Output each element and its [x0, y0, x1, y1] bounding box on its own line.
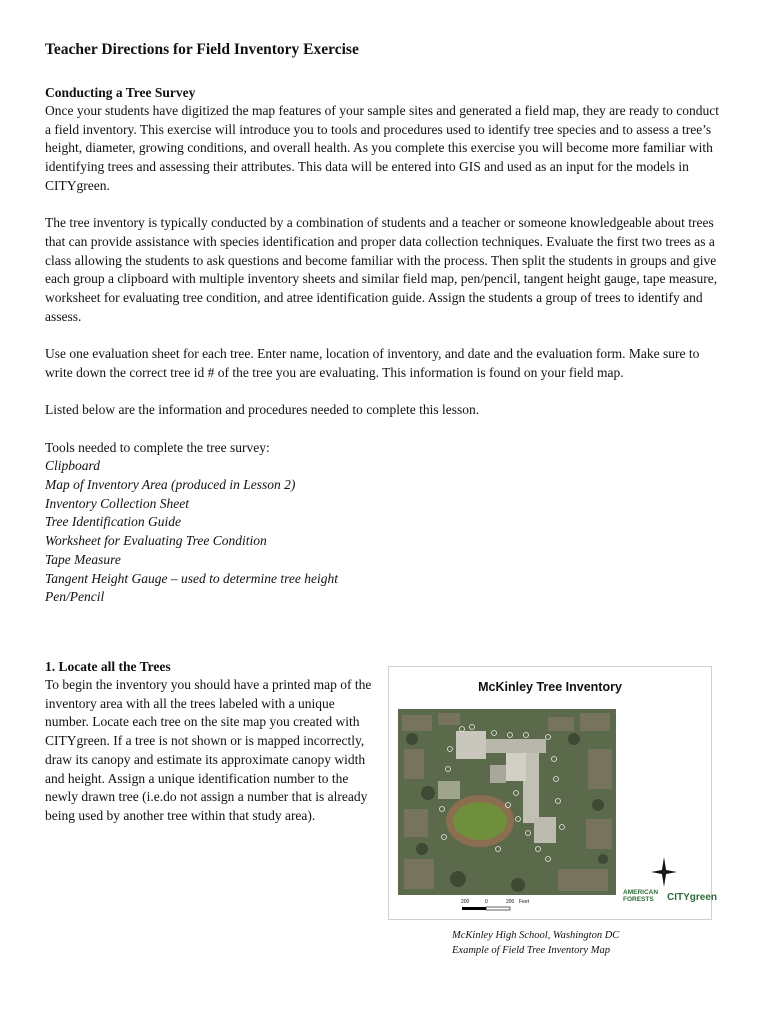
paragraph-intro: Once your students have digitized the map features of your sample sites and generated a field map, they are ready to conduct a field inventory. This exercise will introduce you to tools and procedures used to identify tree species and to assess a tree’s height, diameter, growing conditions, and overall health. As you complete this exercise you will become more familiar with identifying trees and assessing their attributes. This data will be entered into GIS and used as an input for the models in CITYgreen.	[45, 103, 720, 193]
aerial-map-image	[398, 709, 616, 895]
tool-item: Map of Inventory Area (produced in Lesson 2)	[45, 477, 296, 492]
tool-item: Inventory Collection Sheet	[45, 495, 189, 511]
step1-text: To begin the inventory you should have a printed map of the inventory area with all the trees labeled with a unique number. Locate each tree on the site map you created with CITYgreen. If a tree is not shown or is mapped incorrectly, draw its canopy and estimate its approximate canopy width and height. Assign a unique identification number to the newly drawn tree (i.e.do not assign a number that is already being used by another tree within that study area).	[45, 677, 372, 823]
document-body	[45, 40, 725, 607]
paragraph-inventory: The tree inventory is typically conducted by a combination of students and a teacher or someone knowledgeable about trees that can provide assistance with species identification and proper data collection techniques. Evaluate the first two trees as a class allowing the students to ask questions and become familiar with the process. Then split the students in groups and give each group a clipboard with multiple inventory sheets and similar field map, pen/pencil, tangent height gauge, tape measure, worksheet for evaluating tree condition, and atree identification guide. Assign the students a group of trees to identify and assess.	[45, 215, 718, 324]
caption-line2: Example of Field Tree Inventory Map	[452, 945, 610, 956]
scale-bar-graphic	[461, 905, 531, 913]
tool-item: Tangent Height Gauge – used to determine tree height	[45, 570, 338, 586]
section-heading: Conducting a Tree Survey	[45, 85, 196, 100]
map-caption	[452, 928, 619, 958]
scale-left-label: 200	[461, 899, 470, 905]
scale-unit-label: Feet	[519, 899, 530, 905]
step1-section	[45, 658, 375, 826]
tool-item: Tape Measure	[45, 551, 121, 567]
north-arrow-icon	[651, 857, 677, 887]
tools-intro: Tools needed to complete the tree survey:	[45, 439, 270, 455]
citygreen-logo: CITYgreen	[667, 892, 718, 903]
american-forests-logo	[623, 889, 659, 903]
paragraph-evaluation-sheet: Use one evaluation sheet for each tree. Enter name, location of inventory, and date and the evaluation form. Make sure to write down the correct tree id # of the tree you are evaluating. This information is found on your field map.	[45, 346, 700, 380]
map-title: McKinley Tree Inventory	[478, 680, 622, 694]
inventory-map-figure	[388, 666, 718, 920]
step1-heading: 1. Locate all the Trees	[45, 659, 171, 674]
logo-af-line2: FORESTS	[623, 896, 654, 903]
document-title: Teacher Directions for Field Inventory Exercise	[45, 41, 359, 58]
tool-item: Clipboard	[45, 458, 101, 474]
scale-right-label: 200	[506, 899, 515, 905]
scale-mid-label: 0	[485, 899, 488, 905]
caption-line1: McKinley High School, Washington DC	[452, 930, 620, 941]
tool-item: Worksheet for Evaluating Tree Condition	[45, 533, 267, 549]
tool-item: Pen/Pencil	[45, 589, 105, 605]
paragraph-listed-below: Listed below are the information and procedures needed to complete this lesson.	[45, 402, 480, 418]
tools-list	[45, 457, 725, 607]
logo-af-line1: AMERICAN	[623, 889, 659, 896]
tool-item: Tree Identification Guide	[45, 514, 181, 530]
